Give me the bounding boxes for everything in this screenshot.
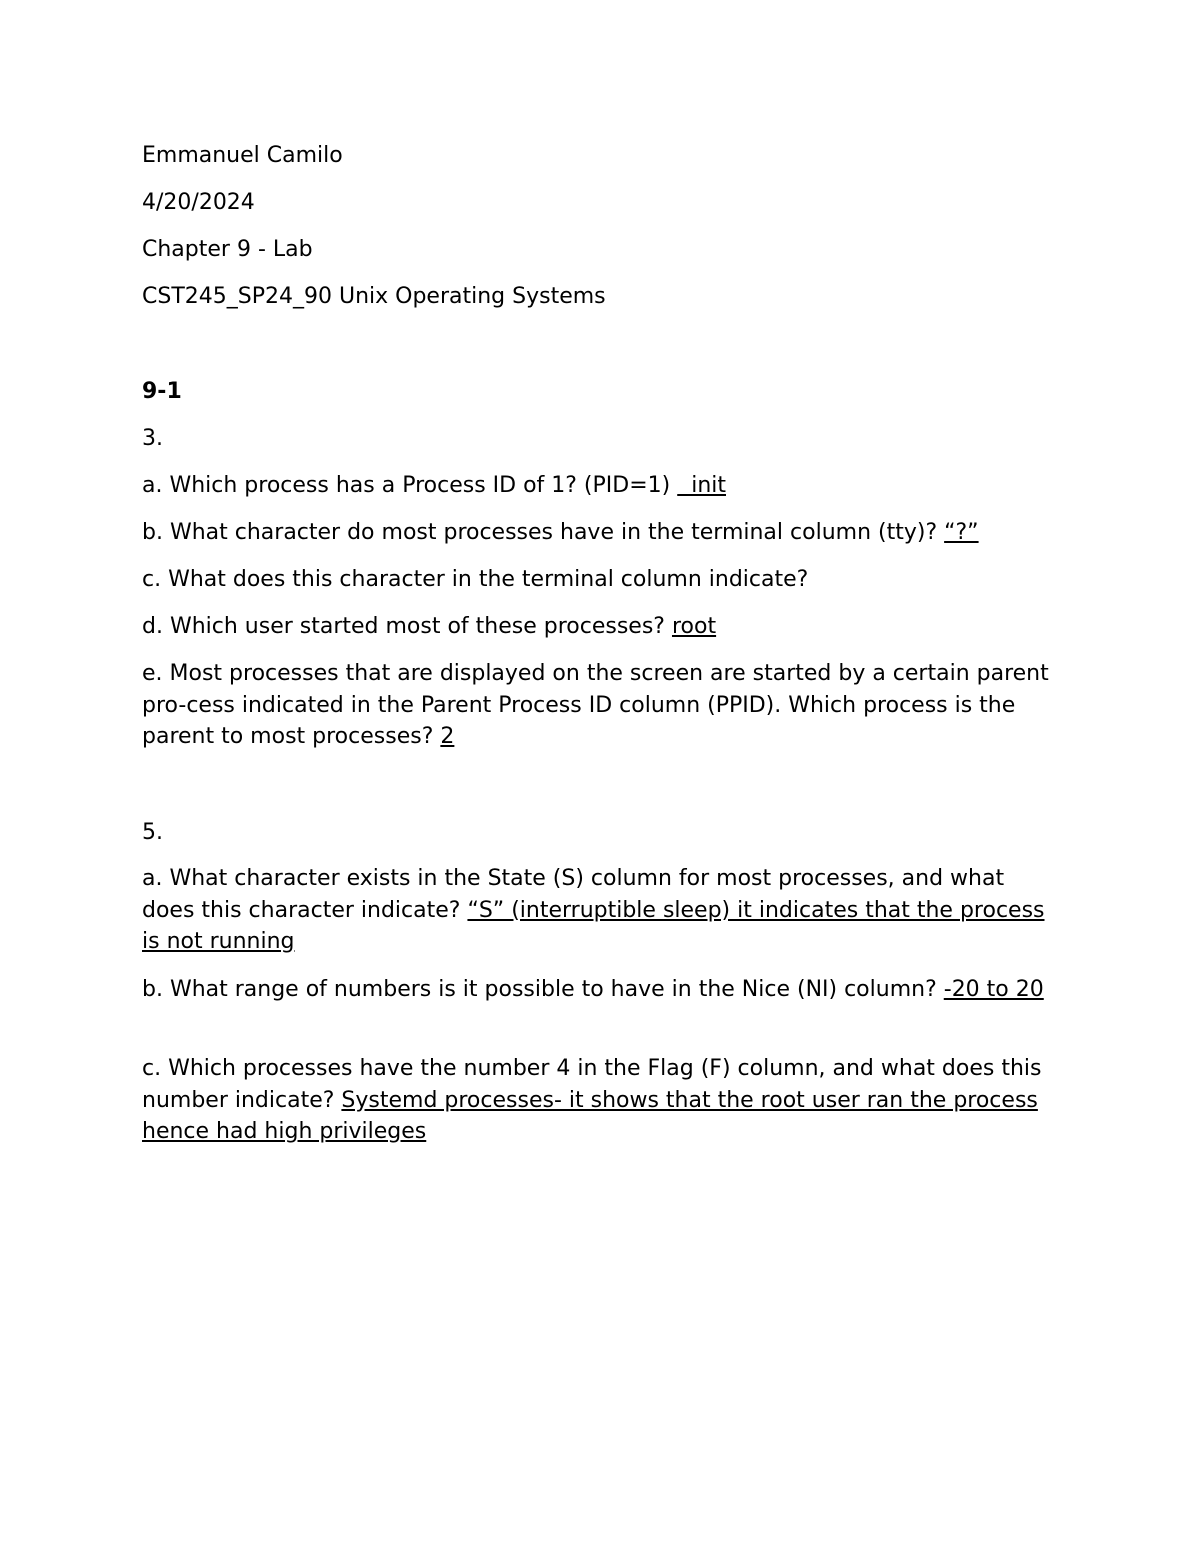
question-5a bbox=[142, 863, 1060, 958]
question-3e-text: e. Most processes that are displayed on the screen are started by a certain parent pro-cess indicated in the Parent Process ID column (PPID). Which process is the parent to most processes? bbox=[142, 661, 1049, 749]
assignment-title: Chapter 9 - Lab bbox=[142, 237, 313, 262]
question-3e bbox=[142, 658, 1060, 753]
answer-3e: 2 bbox=[440, 724, 455, 749]
date: 4/20/2024 bbox=[142, 190, 255, 215]
question-3c bbox=[142, 566, 808, 593]
question-3b bbox=[142, 519, 979, 546]
question-3a-text: a. Which process has a Process ID of 1? (PID=1) bbox=[142, 473, 678, 498]
question-5b-text: b. What range of numbers is it possible to have in the Nice (NI) column? bbox=[142, 977, 944, 1002]
author-name: Emmanuel Camilo bbox=[142, 143, 343, 168]
course-title: CST245_SP24_90 Unix Operating Systems bbox=[142, 284, 606, 309]
step-3-number: 3. bbox=[142, 426, 163, 451]
question-3b-text: b. What character do most processes have in the terminal column (tty)? bbox=[142, 520, 945, 545]
answer-5a: “S” (interruptible sleep) it indicates that the process is not running bbox=[142, 897, 1045, 954]
section-heading: 9-1 bbox=[142, 379, 182, 404]
answer-5c: Systemd processes- it shows that the root user ran the process hence had high privileges bbox=[142, 1087, 1038, 1144]
step-5-number: 5. bbox=[142, 820, 163, 845]
question-3c-text: c. What does this character in the terminal column indicate? bbox=[142, 567, 809, 592]
answer-5b: -20 to 20 bbox=[943, 977, 1044, 1002]
question-3d bbox=[142, 613, 716, 640]
answer-3a: init bbox=[677, 473, 726, 498]
answer-3b: “?” bbox=[944, 520, 979, 545]
question-5c bbox=[142, 1053, 1060, 1148]
question-5c-text: c. Which processes have the number 4 in the Flag (F) column, and what does this number indicate? bbox=[142, 1056, 1042, 1113]
question-3d-text: d. Which user started most of these processes? bbox=[142, 614, 672, 639]
question-5a-text: a. What character exists in the State (S) column for most processes, and what does this character indicate? bbox=[142, 866, 1005, 923]
question-3a bbox=[142, 472, 726, 499]
answer-3d: root bbox=[671, 614, 717, 639]
question-5b bbox=[142, 974, 1060, 1006]
